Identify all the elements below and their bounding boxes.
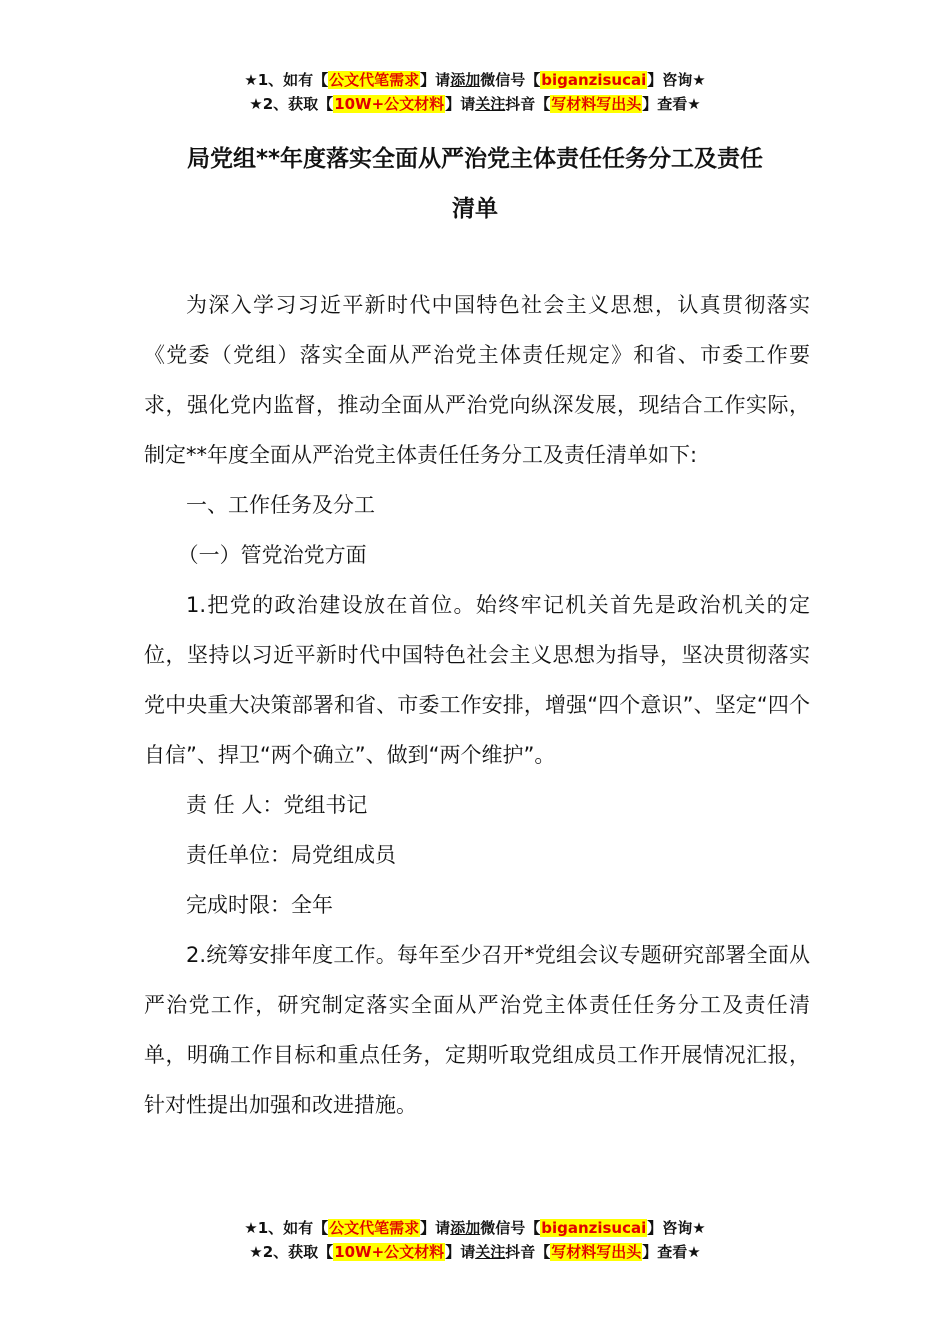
banner-highlight: 公文代笔需求 (329, 71, 420, 89)
document-title (0, 134, 950, 234)
banner-text: 】请 (445, 95, 476, 113)
banner-text: 】请 (445, 1243, 476, 1261)
banner-highlight: 写材料写出头 (551, 1243, 642, 1261)
task-item-1: 1.把党的政治建设放在首位。始终牢记机关首先是政治机关的定位，坚持以习近平新时代中国特色社会主义思想为指导，坚决贯彻落实党中央重大决策部署和省、市委工作安排，增强“四个意识”、坚定“四个自信”、捍卫“两个确立”、做到“两个维护”。 (144, 593, 810, 767)
subsection-heading: （一）管党治党方面 (177, 543, 367, 567)
banner-text: 微信号【 (480, 71, 541, 89)
banner-underlined: 关注 (475, 95, 506, 113)
banner-text: 】咨询★ (647, 1219, 706, 1237)
banner-text: ★1、如有【 (244, 1219, 329, 1237)
banner-highlight: 10W+公文材料 (334, 1243, 445, 1261)
banner-text: ★2、获取【 (249, 95, 334, 113)
footer-banner (0, 1216, 950, 1264)
task-item-2: 2.统筹安排年度工作。每年至少召开*党组会议专题研究部署全面从严治党工作，研究制定落实全面从严治党主体责任任务分工及责任清单，明确工作目标和重点任务，定期听取党组成员工作开展情况汇报，针对性提出加强和改进措施。 (144, 943, 810, 1117)
banner-highlight: biganzisucai (541, 1219, 647, 1237)
banner-underlined: 添加 (450, 71, 481, 89)
deadline: 完成时限：全年 (186, 893, 333, 917)
banner-highlight: 公文代笔需求 (329, 1219, 420, 1237)
banner-text: 】查看★ (642, 1243, 701, 1261)
header-banner (0, 68, 950, 116)
banner-line-1 (0, 68, 950, 92)
title-line-2: 清单 (452, 196, 498, 222)
responsible-unit: 责任单位：局党组成员 (186, 843, 396, 867)
banner-text: ★2、获取【 (249, 1243, 334, 1261)
banner-line-2 (0, 92, 950, 116)
banner-line-2 (0, 1240, 950, 1264)
intro-paragraph: 为深入学习习近平新时代中国特色社会主义思想，认真贯彻落实《党委（党组）落实全面从严治党主体责任规定》和省、市委工作要求，强化党内监督，推动全面从严治党向纵深发展，现结合工作实际，制定**年度全面从严治党主体责任任务分工及责任清单如下: (144, 293, 810, 467)
banner-highlight: biganzisucai (541, 71, 647, 89)
banner-underlined: 添加 (450, 1219, 481, 1237)
banner-text: 微信号【 (480, 1219, 541, 1237)
title-line-1: 局党组**年度落实全面从严治党主体责任任务分工及责任 (186, 146, 764, 172)
section-heading: 一、工作任务及分工 (186, 493, 375, 517)
banner-text: 】请 (420, 1219, 451, 1237)
banner-line-1 (0, 1216, 950, 1240)
banner-highlight: 写材料写出头 (551, 95, 642, 113)
banner-text: 】查看★ (642, 95, 701, 113)
banner-highlight: 10W+公文材料 (334, 95, 445, 113)
banner-underlined: 关注 (475, 1243, 506, 1261)
responsible-person: 责 任 人：党组书记 (186, 793, 368, 817)
banner-text: ★1、如有【 (244, 71, 329, 89)
banner-text: 】请 (420, 71, 451, 89)
banner-text: 抖音【 (505, 95, 551, 113)
banner-text: 】咨询★ (647, 71, 706, 89)
banner-text: 抖音【 (505, 1243, 551, 1261)
document-body (144, 280, 810, 1130)
